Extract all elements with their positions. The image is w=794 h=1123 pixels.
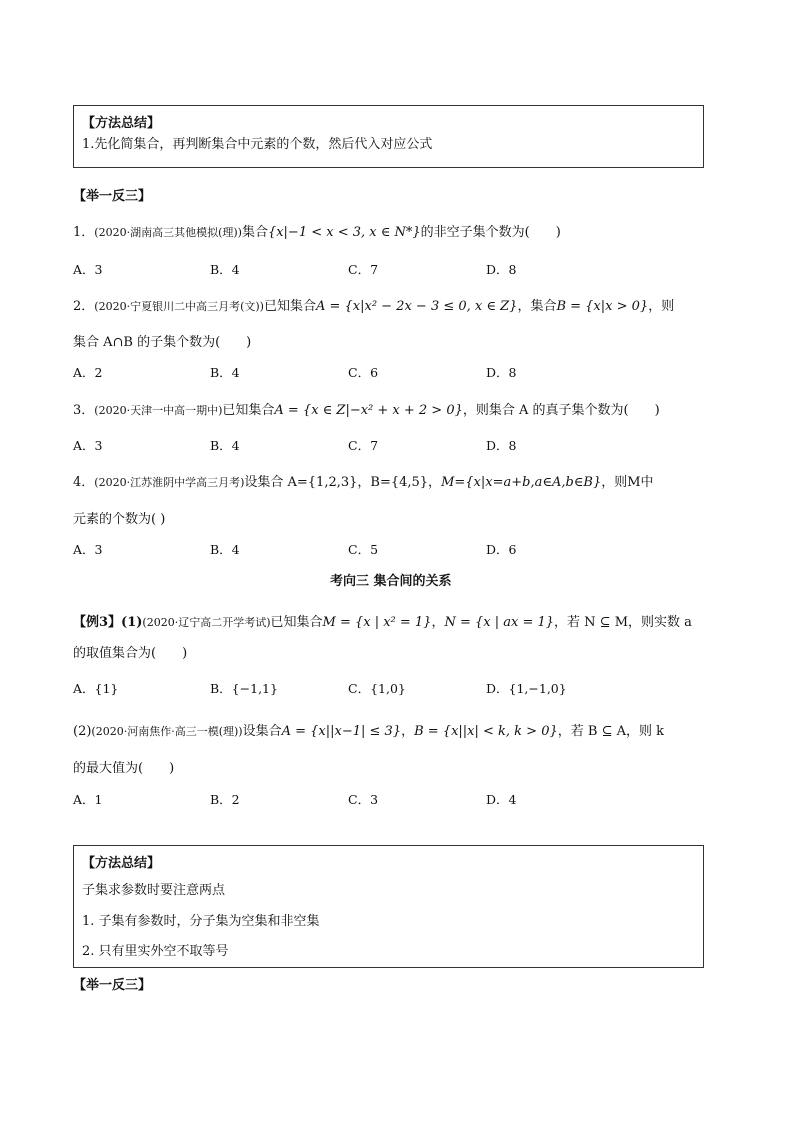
choice-d: D．8	[486, 438, 517, 453]
method-summary-title: 【方法总结】	[82, 116, 161, 131]
method-summary-line-2: 1. 子集有参数时，分子集为空集和非空集	[82, 914, 320, 929]
question-text: 集合	[241, 225, 268, 240]
question-number: 1．	[73, 225, 95, 240]
question-source: (2020·江苏淮阴中学高三月考)	[94, 476, 245, 489]
set-expression: {x|−1 < x < 3, x ∈ N*}	[267, 225, 421, 240]
choice-d: D．{1,−1,0}	[486, 681, 567, 696]
question-number: 2．	[73, 299, 95, 314]
method-summary-line: 1.先化简集合，再判断集合中元素的个数，然后代入对应公式	[82, 137, 433, 152]
question-text: 的非空子集个数为( )	[420, 225, 561, 240]
question-3	[73, 399, 660, 418]
question-text: ，若 N ⊆ M，则实数 a	[554, 615, 692, 630]
choice-c: C．7	[348, 262, 379, 277]
choice-a: A．3	[73, 542, 103, 557]
question-text: ，若 B ⊆ A，则 k	[557, 724, 665, 739]
question-source: (2020·天津一中高一期中)	[94, 404, 223, 417]
question-text: 已知集合	[263, 299, 316, 314]
set-expression-a: A = {x|x² − 2x − 3 ≤ 0, x ∈ Z}	[315, 299, 518, 314]
question-2-line-2: 集合 A∩B 的子集个数为( )	[73, 335, 252, 350]
question-text: ，则	[648, 299, 675, 314]
choice-a: A．1	[73, 792, 103, 807]
method-summary-line-1: 子集求参数时要注意两点	[82, 883, 226, 898]
choice-a: A．2	[73, 365, 103, 380]
set-expression-m: M = {x | x² = 1}	[322, 615, 432, 630]
question-text: ，	[431, 615, 445, 630]
example-label: (2)	[73, 724, 92, 739]
question-4-line-2: 元素的个数为( )	[73, 512, 166, 527]
question-1	[73, 221, 561, 240]
choice-b: B．4	[210, 542, 240, 557]
method-summary-box-2	[73, 845, 704, 968]
choice-d: D．4	[486, 792, 517, 807]
choice-b: B．4	[210, 262, 240, 277]
choice-d: D．8	[486, 365, 517, 380]
question-text: 设集合 A={1,2,3}，B={4,5}，	[244, 475, 442, 490]
choice-a: A．3	[73, 262, 103, 277]
question-source: (2020·湖南高三其他模拟(理))	[94, 226, 242, 239]
question-source: (2020·宁夏银川二中高三月考(文))	[94, 300, 264, 313]
set-expression-a: A = {x||x−1| ≤ 3}	[281, 724, 402, 739]
example-label: 【例3】(1)	[73, 615, 143, 630]
method-summary-box-1	[73, 105, 704, 168]
choice-b: B．4	[210, 365, 240, 380]
choice-c: C．{1,0}	[348, 681, 406, 696]
question-4	[73, 471, 654, 490]
example-3b-line-2: 的最大值为( )	[73, 761, 175, 776]
choice-c: C．7	[348, 438, 379, 453]
choice-d: D．8	[486, 262, 517, 277]
question-source: (2020·河南焦作·高三一模(理))	[91, 725, 243, 738]
section-heading: 考向三 集合间的关系	[330, 574, 452, 589]
method-summary-line-3: 2. 只有里实外空不取等号	[82, 944, 229, 959]
choice-a: A．3	[73, 438, 103, 453]
question-text: ，则集合 A 的真子集个数为( )	[462, 403, 660, 418]
question-text: ，	[401, 724, 415, 739]
choice-b: B．4	[210, 438, 240, 453]
question-text: 已知集合	[222, 403, 275, 418]
set-expression-b: B = {x||x| < k, k > 0}	[414, 724, 558, 739]
choice-b: B．{−1,1}	[210, 681, 278, 696]
question-text: ，集合	[517, 299, 557, 314]
method-summary-title: 【方法总结】	[82, 856, 161, 871]
set-expression: M={x|x=a+b,a∈A,b∈B}	[441, 475, 602, 490]
set-expression-b: B = {x|x > 0}	[556, 299, 649, 314]
choice-d: D．6	[486, 542, 517, 557]
practice-heading-2: 【举一反三】	[73, 978, 152, 993]
choice-c: C．3	[348, 792, 379, 807]
set-expression-n: N = {x | ax = 1}	[444, 615, 555, 630]
example-3-part-1	[73, 611, 692, 630]
question-text: ，则M中	[601, 475, 654, 490]
question-2	[73, 295, 674, 314]
question-text: 已知集合	[270, 615, 323, 630]
choice-a: A．{1}	[73, 681, 119, 696]
question-source: (2020·辽宁高二开学考试)	[142, 616, 271, 629]
question-text: 设集合	[242, 724, 282, 739]
choice-b: B．2	[210, 792, 240, 807]
example-3-line-2: 的取值集合为( )	[73, 646, 188, 661]
set-expression: A = {x ∈ Z|−x² + x + 2 > 0}	[274, 403, 463, 418]
question-number: 4．	[73, 475, 95, 490]
choice-c: C．6	[348, 365, 379, 380]
choice-c: C．5	[348, 542, 379, 557]
practice-heading-1: 【举一反三】	[73, 189, 152, 204]
example-3-part-2	[73, 720, 664, 739]
question-number: 3．	[73, 403, 95, 418]
